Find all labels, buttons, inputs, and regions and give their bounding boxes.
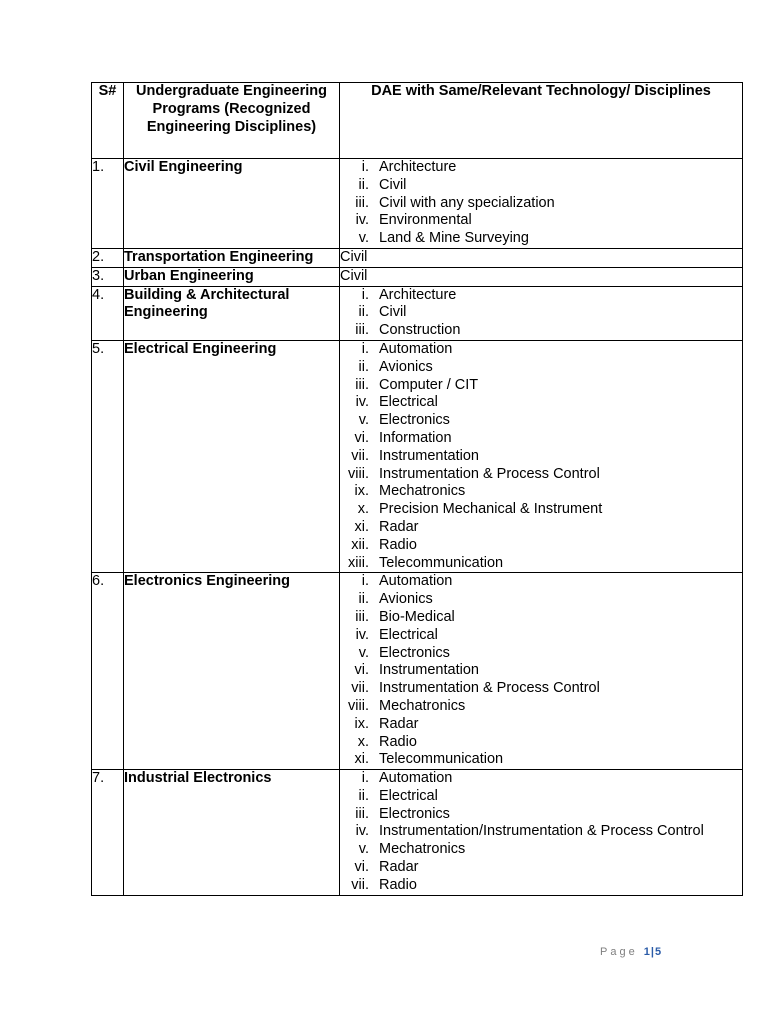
list-item — [340, 412, 742, 430]
list-numeral: iii. — [355, 194, 369, 211]
program-name: Electronics Engineering — [124, 573, 340, 770]
dae-list-cell — [340, 286, 743, 340]
list-text: Electrical — [379, 394, 438, 411]
list-text: Mechatronics — [379, 697, 466, 714]
list-item — [340, 212, 742, 230]
list-item — [340, 341, 742, 359]
list-item — [340, 430, 742, 448]
row-number: 2. — [92, 248, 124, 267]
list-item — [340, 770, 742, 788]
list-item — [340, 177, 742, 195]
table-row — [92, 267, 743, 286]
row-number: 4. — [92, 286, 124, 340]
list-item — [340, 662, 742, 680]
list-item — [340, 841, 742, 859]
dae-list-cell — [340, 340, 743, 572]
list-numeral: ii. — [358, 787, 369, 804]
list-text: Civil — [379, 176, 407, 193]
program-name: Electrical Engineering — [124, 340, 340, 572]
list-text: Avionics — [379, 358, 433, 375]
list-text: Telecommunication — [379, 554, 504, 571]
list-numeral: iii. — [355, 322, 369, 339]
list-text: Land & Mine Surveying — [379, 230, 529, 247]
list-numeral: vi. — [354, 859, 369, 876]
list-numeral: xi. — [354, 751, 369, 768]
dae-list — [340, 287, 742, 340]
list-item — [340, 716, 742, 734]
dae-list — [340, 341, 742, 572]
list-text: Mechatronics — [379, 841, 466, 858]
list-item — [340, 483, 742, 501]
list-text: Radio — [379, 733, 417, 750]
list-item — [340, 555, 742, 573]
dae-list — [340, 159, 742, 248]
row-number: 1. — [92, 159, 124, 249]
list-text: Electronics — [379, 412, 450, 429]
list-numeral: i. — [361, 340, 369, 357]
dae-plain-cell: Civil — [340, 267, 743, 286]
list-text: Mechatronics — [379, 483, 466, 500]
list-numeral: iii. — [355, 805, 369, 822]
list-text: Automation — [379, 770, 453, 787]
list-item — [340, 823, 742, 841]
list-text: Bio-Medical — [379, 608, 455, 625]
list-numeral: v. — [358, 412, 369, 429]
list-item — [340, 377, 742, 395]
list-item — [340, 304, 742, 322]
list-item — [340, 501, 742, 519]
list-text: Instrumentation/Instrumentation & Process Control — [379, 823, 704, 840]
list-numeral: i. — [361, 286, 369, 303]
list-numeral: i. — [361, 573, 369, 590]
list-item — [340, 698, 742, 716]
list-numeral: iv. — [355, 823, 369, 840]
table-row — [92, 248, 743, 267]
list-text: Telecommunication — [379, 751, 504, 768]
list-item — [340, 859, 742, 877]
list-item — [340, 537, 742, 555]
list-item — [340, 159, 742, 177]
list-item — [340, 195, 742, 213]
list-item — [340, 573, 742, 591]
list-text: Automation — [379, 573, 453, 590]
table-row — [92, 770, 743, 896]
list-text: Computer / CIT — [379, 376, 479, 393]
list-item — [340, 645, 742, 663]
list-text: Electrical — [379, 787, 438, 804]
list-numeral: ii. — [358, 304, 369, 321]
list-item — [340, 394, 742, 412]
list-text: Architecture — [379, 286, 457, 303]
table-row — [92, 286, 743, 340]
list-item — [340, 591, 742, 609]
list-numeral: xii. — [351, 536, 369, 553]
list-numeral: ix. — [354, 483, 369, 500]
row-number: 5. — [92, 340, 124, 572]
page-footer — [600, 946, 662, 958]
dae-list — [340, 573, 742, 769]
program-name: Transportation Engineering — [124, 248, 340, 267]
list-item — [340, 627, 742, 645]
list-item — [340, 734, 742, 752]
table-row — [92, 159, 743, 249]
list-numeral: viii. — [348, 697, 369, 714]
program-name: Civil Engineering — [124, 159, 340, 249]
programs-table — [91, 82, 743, 896]
list-text: Electronics — [379, 644, 450, 661]
list-item — [340, 448, 742, 466]
list-item — [340, 877, 742, 895]
header-dae: DAE with Same/Relevant Technology/ Disciplines — [340, 83, 743, 159]
list-item — [340, 806, 742, 824]
list-item — [340, 609, 742, 627]
list-numeral: ii. — [358, 176, 369, 193]
dae-list-cell — [340, 159, 743, 249]
dae-list-cell — [340, 573, 743, 770]
page-total: 5 — [654, 946, 663, 958]
list-text: Environmental — [379, 212, 472, 229]
list-item — [340, 466, 742, 484]
list-numeral: xiii. — [348, 554, 369, 571]
list-numeral: i. — [361, 770, 369, 787]
table-row — [92, 573, 743, 770]
page-number: 1 — [643, 946, 651, 958]
list-text: Automation — [379, 340, 453, 357]
list-numeral: iv. — [355, 212, 369, 229]
list-numeral: v. — [358, 644, 369, 661]
dae-plain-cell: Civil — [340, 248, 743, 267]
list-numeral: v. — [358, 230, 369, 247]
page-separator: | — [650, 946, 655, 958]
list-item — [340, 322, 742, 340]
list-text: Information — [379, 429, 452, 446]
list-text: Avionics — [379, 591, 433, 608]
list-numeral: vii. — [351, 447, 369, 464]
list-item — [340, 680, 742, 698]
dae-list — [340, 770, 742, 895]
program-name: Urban Engineering — [124, 267, 340, 286]
list-numeral: xi. — [354, 518, 369, 535]
list-item — [340, 287, 742, 305]
list-item — [340, 788, 742, 806]
list-item — [340, 519, 742, 537]
list-numeral: vi. — [354, 429, 369, 446]
list-item — [340, 359, 742, 377]
list-numeral: i. — [361, 159, 369, 175]
list-text: Civil — [379, 304, 407, 321]
list-numeral: ii. — [358, 591, 369, 608]
list-item — [340, 751, 742, 769]
list-text: Civil with any specialization — [379, 194, 555, 211]
list-numeral: vi. — [354, 662, 369, 679]
list-numeral: x. — [357, 501, 369, 518]
list-numeral: iv. — [355, 626, 369, 643]
list-text: Instrumentation — [379, 662, 479, 679]
list-text: Construction — [379, 322, 461, 339]
list-text: Radio — [379, 876, 417, 893]
list-numeral: v. — [358, 841, 369, 858]
list-text: Precision Mechanical & Instrument — [379, 501, 603, 518]
dae-list-cell — [340, 770, 743, 896]
list-text: Radio — [379, 536, 417, 553]
list-numeral: ii. — [358, 358, 369, 375]
program-name: Industrial Electronics — [124, 770, 340, 896]
row-number: 3. — [92, 267, 124, 286]
list-text: Electronics — [379, 805, 450, 822]
list-text: Radar — [379, 518, 419, 535]
list-numeral: iii. — [355, 608, 369, 625]
table-row — [92, 340, 743, 572]
header-program: Undergraduate Engineering Programs (Recognized Engineering Disciplines) — [124, 83, 340, 159]
header-sn: S# — [92, 83, 124, 159]
list-numeral: x. — [357, 733, 369, 750]
list-numeral: vii. — [351, 680, 369, 697]
list-text: Radar — [379, 715, 419, 732]
list-numeral: ix. — [354, 715, 369, 732]
list-text: Instrumentation & Process Control — [379, 680, 600, 697]
list-item — [340, 230, 742, 248]
program-name: Building & Architectural Engineering — [124, 286, 340, 340]
list-numeral: iv. — [355, 394, 369, 411]
list-text: Electrical — [379, 626, 438, 643]
list-text: Architecture — [379, 159, 457, 175]
row-number: 6. — [92, 573, 124, 770]
list-text: Instrumentation & Process Control — [379, 465, 600, 482]
list-numeral: vii. — [351, 876, 369, 893]
list-numeral: viii. — [348, 465, 369, 482]
row-number: 7. — [92, 770, 124, 896]
page-label: Page — [600, 946, 638, 958]
table-header-row — [92, 83, 743, 159]
list-numeral: iii. — [355, 376, 369, 393]
list-text: Instrumentation — [379, 447, 479, 464]
list-text: Radar — [379, 859, 419, 876]
